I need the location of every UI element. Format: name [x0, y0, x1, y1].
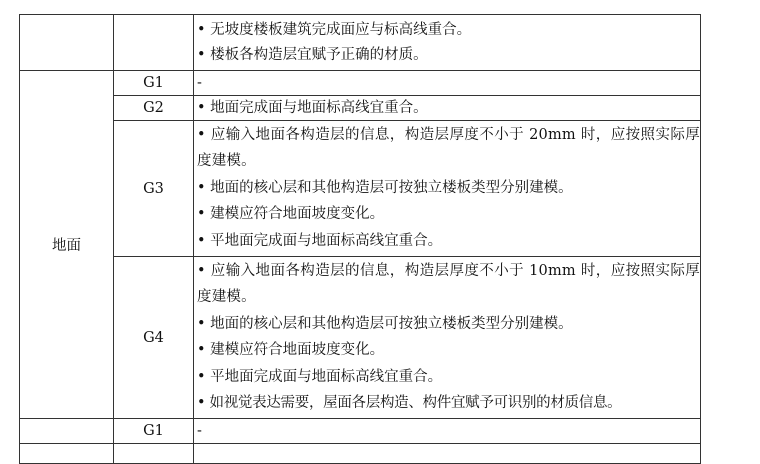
bullet-line: • 地面的核心层和其他构造层可按独立楼板类型分别建模。 [197, 315, 573, 332]
empty-dash: - [197, 74, 202, 91]
lod-requirements-table [19, 14, 701, 464]
level-cell-empty [114, 15, 194, 71]
level-cell [114, 96, 194, 121]
table-row [20, 121, 701, 257]
category-cell-empty [20, 15, 114, 71]
description-cell [194, 257, 701, 419]
category-cell-empty [20, 419, 114, 444]
level-label-g1: G1 [143, 75, 164, 91]
description-cell [194, 121, 701, 257]
table-row [20, 419, 701, 444]
description-cell [194, 15, 701, 71]
table-row [20, 257, 701, 419]
level-cell [114, 121, 194, 257]
description-cell [194, 419, 701, 444]
category-cell [20, 71, 114, 419]
bullet-line: • 建模应符合地面坡度变化。 [197, 342, 385, 359]
bullet-line: • 地面的核心层和其他构造层可按独立楼板类型分别建模。 [197, 179, 573, 196]
bullet-line: • 应输入地面各构造层的信息，构造层厚度不小于 10mm 时，应按照实际厚度建模。 [197, 263, 700, 306]
level-label-g4: G4 [143, 329, 164, 346]
bullet-line: • 无坡度楼板建筑完成面应与标高线重合。 [197, 22, 472, 38]
level-cell [114, 257, 194, 419]
table-row [20, 96, 701, 121]
empty-dash: - [197, 422, 202, 439]
level-label-g1: G1 [143, 423, 164, 440]
table-row [20, 15, 701, 71]
category-label-floor: 地面 [52, 238, 81, 255]
bullet-line: • 建模应符合地面坡度变化。 [197, 206, 385, 223]
level-label-g3: G3 [143, 180, 164, 197]
bullet-line: • 楼板各构造层宜赋予正确的材质。 [197, 47, 428, 63]
level-label-g2: G2 [143, 100, 164, 116]
description-cell [194, 96, 701, 121]
description-cell [194, 71, 701, 96]
level-cell [114, 419, 194, 444]
bullet-line: • 应输入地面各构造层的信息，构造层厚度不小于 20mm 时，应按照实际厚度建模。 [197, 127, 700, 170]
bullet-line: • 地面完成面与地面标高线宜重合。 [197, 99, 428, 116]
level-cell [114, 71, 194, 96]
table-row [20, 71, 701, 96]
bullet-line: • 平地面完成面与地面标高线宜重合。 [197, 368, 443, 385]
bullet-line: • 平地面完成面与地面标高线宜重合。 [197, 232, 443, 249]
bullet-line: • 如视觉表达需要，屋面各层构造、构件宜赋予可识别的材质信息。 [197, 395, 622, 412]
